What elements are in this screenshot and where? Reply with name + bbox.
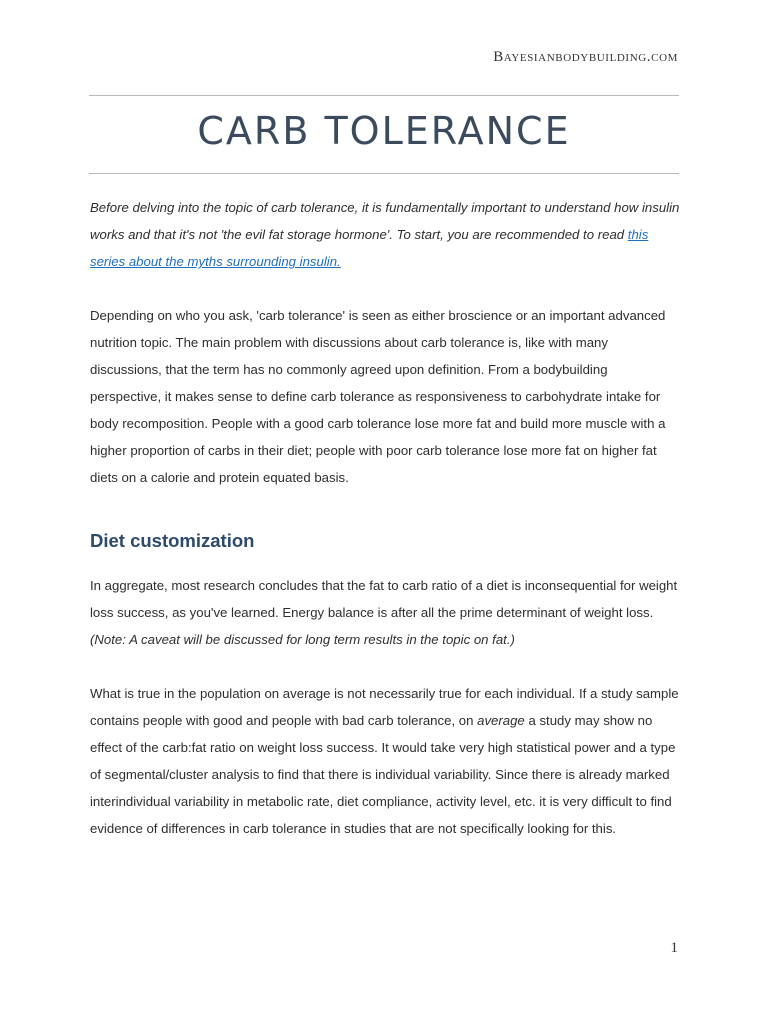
intro-text: Before delving into the topic of carb tolerance, it is fundamentally important to understand how insulin works and that it's not 'the evil fat storage hormone'. To start, you are recommended to read <box>90 200 680 242</box>
variability-text-start: What is true in the population on average is not necessarily true for each individual. If a study sample contains people with good and people with bad carb tolerance, on <box>90 686 679 728</box>
section-heading: Diet customization <box>90 530 255 551</box>
definition-text: Depending on who you ask, 'carb tolerance' is seen as either broscience or an important advanced nutrition topic. The main problem with discussions about carb tolerance is, like with many discussions, that the term has no commonly agreed upon definition. From a bodybuilding perspective, it makes sense to define carb tolerance as responsiveness to carbohydrate intake for body recomposition. People with a good carb tolerance lose more fat and build more muscle with a higher proportion of carbs in their diet; people with poor carb tolerance lose more fat on higher fat diets on a calorie and protein equated basis. <box>90 308 666 485</box>
variability-paragraph <box>90 680 680 842</box>
caveat-note: (Note: A caveat will be discussed for long term results in the topic on fat.) <box>90 632 515 647</box>
definition-paragraph <box>90 302 680 491</box>
insulin-myths-link[interactable]: this series about the myths surrounding insulin. <box>90 227 649 269</box>
header-divider <box>89 95 679 96</box>
page-title: CARB TOLERANCE <box>197 109 571 153</box>
average-emphasis: average <box>477 713 525 728</box>
aggregate-text: In aggregate, most research concludes that the fat to carb ratio of a diet is inconsequential for weight loss success, as you've learned. Energy balance is after all the prime determinant of weight loss. <box>90 578 678 620</box>
variability-text-end: a study may show no effect of the carb:fat ratio on weight loss success. It would take very high statistical power and a type of segmental/cluster analysis to find that there is individual variability. Since there is already marked interindividual variability in metabolic rate, diet compliance, activity level, etc. it is very difficult to find evidence of differences in carb tolerance in studies that are not specifically looking for this. <box>90 713 676 836</box>
site-header: Bayesianbodybuilding.com <box>493 49 678 65</box>
title-divider <box>89 173 679 174</box>
page-number: 1 <box>670 940 678 956</box>
intro-paragraph <box>90 194 680 275</box>
aggregate-paragraph <box>90 572 680 653</box>
